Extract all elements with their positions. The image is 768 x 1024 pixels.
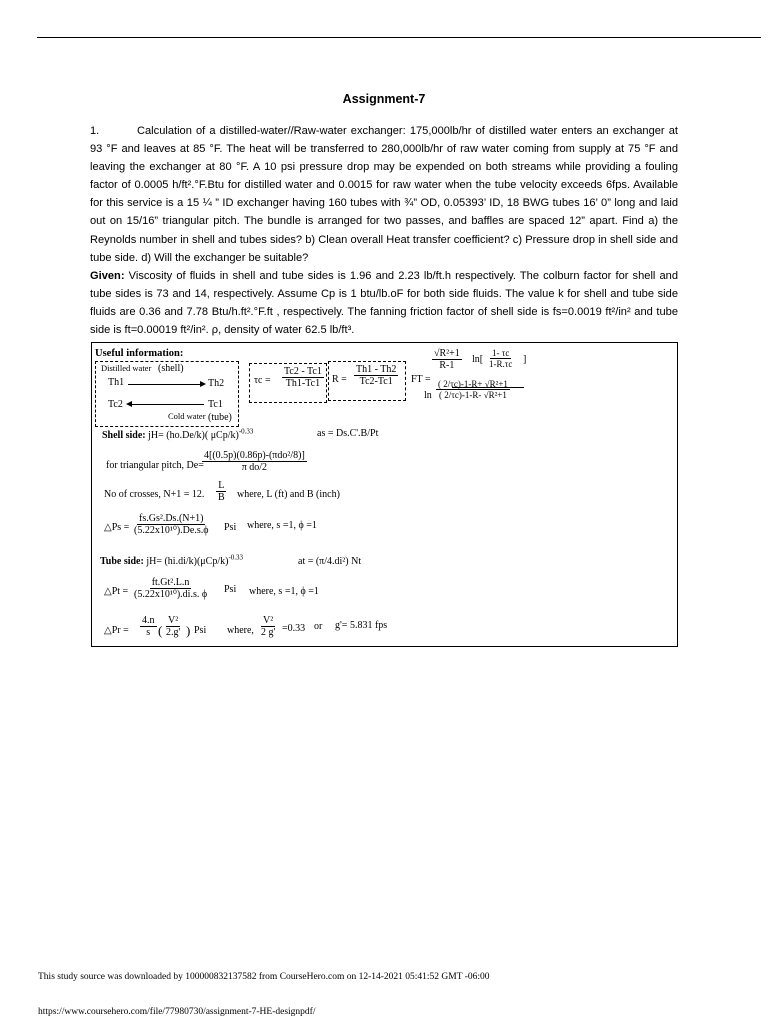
tc1-label: Tc1 — [208, 399, 223, 410]
th2-label: Th2 — [208, 378, 225, 389]
useful-information-box — [91, 342, 678, 647]
given-text: Viscosity of fluids in shell and tube sides is 1.96 and 2.23 lb/ft.h respectively. The colburn factor for shell and tube sides is 73 and 14, respectively. Assume Cp is 1 btu/lb.oF for both side fluids. The value k for shell and tube side fluids are 0.36 and 7.78 Btu/h.ft².°F.ft , respectively. The fanning friction factor of shell side is fs=0.0019 ft²/in² and tube side is ft=0.00019 ft²/in². ρ, density of water 62.5 lb/ft³. — [90, 269, 678, 337]
dps-denominator: (5.22x10¹⁰).De.s.ϕ — [134, 525, 209, 536]
distilled-water-label: Distilled water — [101, 363, 152, 373]
problem-number: 1. — [90, 125, 100, 137]
tau-c-fraction — [282, 366, 324, 389]
tube-side-equation — [100, 553, 244, 567]
dpt-unit: Psi — [224, 584, 237, 595]
dpr-denominator-2: 2.g' — [166, 627, 181, 638]
tau-c-denominator: Th1-Tc1 — [285, 378, 321, 389]
return-pressure-drop-lhs: △Pr = — [104, 625, 129, 636]
ft-ln-open: ln[ — [472, 354, 484, 365]
crosses-fraction — [216, 480, 227, 503]
cold-flow-arrow — [128, 404, 204, 405]
tube-pressure-drop-lhs: △Pt = — [104, 586, 129, 597]
tube-jh-exponent: -0.33 — [228, 553, 244, 562]
dpr-close-paren: ) — [186, 623, 191, 638]
given-paragraph — [90, 267, 678, 339]
footer-url[interactable]: https://www.coursehero.com/file/77980730/assignment-7-HE-designpdf/ — [38, 1007, 316, 1017]
de-numerator: 4[(0.5p)(0.86p)-(πdo²/8)] — [204, 450, 305, 461]
dpt-denominator: (5.22x10¹⁰).di.s. ϕ — [134, 589, 208, 600]
shell-jh-exponent: -0.33 — [238, 427, 254, 436]
cold-water-label: Cold water — [168, 411, 206, 421]
footer-download-note: This study source was downloaded by 100000832137582 from CourseHero.com on 12-14-2021 05:41:52 GMT -06:00 — [38, 972, 490, 982]
crosses-label: No of crosses, N+1 = 12. — [104, 489, 205, 500]
r-fraction — [354, 364, 398, 387]
dpr-v-denominator: 2 g' — [261, 627, 276, 638]
crosses-where: where, L (ft) and B (inch) — [237, 489, 340, 500]
given-label: Given: — [90, 269, 125, 282]
dpr-value: =0.33 — [282, 623, 306, 634]
de-denominator: π do/2 — [241, 462, 268, 473]
dpt-numerator: ft.Gt².L.n — [151, 577, 190, 588]
dpr-or: or — [314, 621, 323, 632]
tube-pressure-drop-fraction — [132, 577, 209, 600]
dpr-unit: Psi — [194, 625, 207, 636]
dpr-v-numerator: V² — [263, 615, 274, 626]
ft-top-numerator: √R²+1 — [434, 348, 460, 359]
dpr-numerator-2: V² — [168, 615, 179, 626]
tc2-label: Tc2 — [108, 399, 123, 410]
ft-ln-label: ln — [424, 390, 432, 401]
dpr-where: where, — [227, 625, 254, 636]
ft-top-denominator: R-1 — [439, 360, 455, 371]
dps-where: where, s =1, ϕ =1 — [247, 520, 317, 531]
crosses-denominator: B — [218, 492, 225, 503]
r-lhs: R = — [332, 374, 347, 385]
ft-ln-numerator: 1- τc — [492, 348, 510, 358]
ft-ln-fraction — [487, 348, 514, 369]
dpr-passes-fraction — [140, 615, 157, 638]
tube-jh: jH= (hi.di/k)(μCp/k) — [146, 556, 229, 567]
problem-statement — [90, 122, 678, 339]
dpr-velocity-head-fraction — [259, 615, 277, 638]
tube-label: (tube) — [208, 412, 232, 423]
r-numerator: Th1 - Th2 — [356, 364, 397, 375]
ft-bottom-fraction — [436, 379, 510, 400]
triangular-pitch-label: for triangular pitch, De= — [106, 460, 204, 471]
top-rule — [37, 37, 761, 38]
hot-flow-arrow — [128, 384, 204, 385]
shell-jh: jH= (ho.De/k)( μCp/k) — [148, 430, 239, 441]
equivalent-diameter-fraction — [202, 450, 307, 473]
shell-side-label: Shell side: — [102, 430, 146, 441]
dpr-open-paren: ( — [158, 623, 163, 638]
tau-c-lhs: τc = — [254, 375, 271, 386]
page-title: Assignment-7 — [342, 92, 426, 106]
th1-label: Th1 — [108, 377, 125, 388]
shell-pressure-drop-fraction — [132, 513, 210, 536]
shell-pressure-drop-lhs: △Ps = — [104, 522, 130, 533]
dpr-denominator-1: s — [146, 627, 151, 638]
shell-side-equation — [102, 427, 254, 441]
r-denominator: Tc2-Tc1 — [359, 376, 393, 387]
shell-flow-area: as = Ds.C'.B/Pt — [317, 428, 379, 439]
ft-bottom-denominator: ( 2/τc)-1-R- √R²+1 — [439, 390, 507, 400]
ft-ln-denominator: 1-R.τc — [489, 359, 513, 369]
tube-flow-area: at = (π/4.di²) Nt — [298, 556, 362, 567]
dps-numerator: fs.Gs².Ds.(N+1) — [139, 513, 204, 524]
tau-c-numerator: Tc2 - Tc1 — [284, 366, 322, 377]
crosses-numerator: L — [218, 480, 225, 491]
ft-coefficient-fraction — [432, 348, 462, 371]
dpr-gravity: g'= 5.831 fps — [335, 620, 388, 631]
ft-bottom-numerator: ( 2/τc)-1-R+ √R²+1 — [438, 379, 508, 389]
shell-label: (shell) — [158, 363, 184, 374]
problem-paragraph — [90, 122, 678, 267]
dpt-where: where, s =1, ϕ =1 — [249, 586, 319, 597]
ft-lhs: FT = — [411, 374, 431, 385]
problem-text: Calculation of a distilled-water//Raw-water exchanger: 175,000lb/hr of distilled water enters an exchanger at 93 °F and leaves at 85 °F. The heat will be transferred to 280,000lb/hr of raw water coming from supply at 75 °F and leaving the exchanger at 80 °F. A 10 psi pressure drop may be expended on both streams while providing a fouling factor of 0.0005 h/ft².°F.Btu for distilled water and 0.0015 for raw water when the tube velocity exceeds 6fps. Available for this service is a 15 ¼ ” ID exchanger having 160 tubes with ¾” OD, 0.05393’ ID, 18 BWG tubes 16’ 0” long and laid out on 15/16” triangular pitch. The bundle is arranged for two passes, and baffles are spaced 12” apart. Find a) the Reynolds number in shell and tubes sides? b) Clean overall Heat transfer coefficient? c) Pressure drop in shell side and tube side. d) Will the exchanger be suitable? — [90, 125, 678, 264]
dpr-numerator-1: 4.n — [142, 615, 155, 626]
ft-ln-close: ] — [523, 354, 527, 365]
dps-unit: Psi — [224, 522, 237, 533]
tube-side-label: Tube side: — [100, 556, 144, 567]
dpr-velocity-fraction — [164, 615, 182, 638]
info-heading: Useful information: — [95, 348, 184, 359]
